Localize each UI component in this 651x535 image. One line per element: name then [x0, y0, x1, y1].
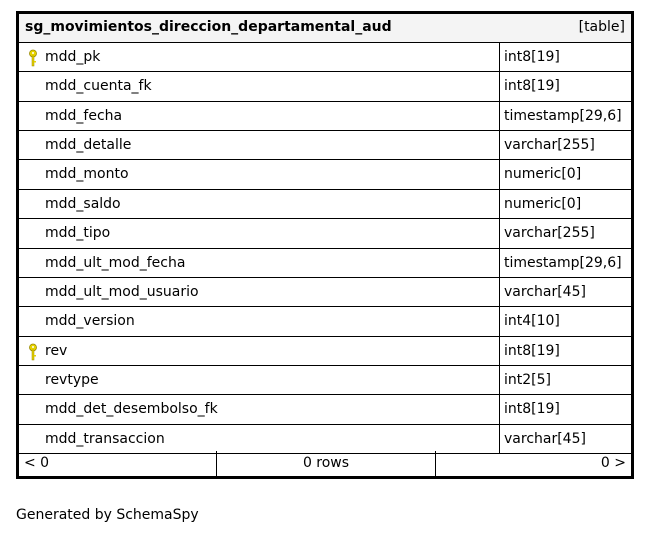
column-type-cell [500, 425, 631, 453]
column-type: numeric[0] [504, 195, 582, 212]
table-name[interactable]: sg_movimientos_direccion_departamental_aud [25, 19, 392, 35]
column-type: int8[19] [504, 401, 560, 418]
column-row[interactable] [19, 72, 631, 101]
column-type: varchar[255] [504, 225, 595, 242]
column-type: varchar[255] [504, 137, 595, 154]
column-name-cell [19, 278, 500, 306]
footer-next-cell [436, 451, 631, 476]
column-name: revtype [45, 371, 99, 388]
column-name-cell [19, 190, 500, 218]
column-type: int8[19] [504, 78, 560, 95]
column-type: int8[19] [504, 342, 560, 359]
table-footer [19, 451, 631, 476]
column-type-cell [500, 278, 631, 306]
column-row[interactable] [19, 307, 631, 336]
footer-rows-label: 0 rows [302, 455, 350, 471]
column-name: mdd_fecha [45, 107, 123, 124]
column-name: mdd_pk [45, 49, 101, 65]
column-row[interactable] [19, 425, 631, 454]
column-row[interactable] [19, 337, 631, 366]
key-icon [27, 343, 39, 361]
column-type: int2[5] [504, 371, 551, 388]
column-name: mdd_cuenta_fk [45, 78, 152, 95]
column-name: mdd_ult_mod_usuario [45, 283, 199, 300]
key-icon [27, 49, 39, 67]
column-name: mdd_saldo [45, 195, 121, 212]
table-header [19, 14, 631, 43]
column-type-cell [500, 337, 631, 365]
column-row[interactable] [19, 131, 631, 160]
column-row[interactable] [19, 278, 631, 307]
column-name-cell [19, 395, 500, 423]
column-name-cell [19, 249, 500, 277]
column-name: mdd_ult_mod_fecha [45, 254, 186, 271]
column-type-cell [500, 72, 631, 100]
footer-next-label: 0 > [600, 455, 626, 471]
column-name-cell [19, 366, 500, 394]
footer-prev-cell [19, 451, 217, 476]
footer-prev-label: < 0 [24, 455, 50, 471]
column-row[interactable] [19, 160, 631, 189]
column-name-cell [19, 307, 500, 335]
column-type: int8[19] [504, 49, 560, 65]
column-type: varchar[45] [504, 430, 586, 447]
column-name-cell [19, 43, 500, 71]
column-row[interactable] [19, 43, 631, 72]
column-type: timestamp[29,6] [504, 254, 622, 271]
column-name: mdd_det_desembolso_fk [45, 401, 218, 418]
column-name-cell [19, 425, 500, 453]
column-row[interactable] [19, 102, 631, 131]
column-type-cell [500, 307, 631, 335]
column-name: rev [45, 342, 68, 359]
column-name: mdd_version [45, 313, 135, 330]
column-list [19, 43, 631, 454]
column-row[interactable] [19, 219, 631, 248]
column-type-cell [500, 160, 631, 188]
column-row[interactable] [19, 190, 631, 219]
column-row[interactable] [19, 249, 631, 278]
column-name-cell [19, 160, 500, 188]
column-name-cell [19, 219, 500, 247]
footer-rows-cell [217, 451, 436, 476]
column-type-cell [500, 366, 631, 394]
table-kind: [table] [578, 19, 625, 35]
column-name: mdd_monto [45, 166, 129, 183]
column-type-cell [500, 395, 631, 423]
table-node [16, 11, 634, 479]
column-type: varchar[45] [504, 283, 586, 300]
column-name-cell [19, 131, 500, 159]
column-type-cell [500, 43, 631, 71]
column-name-cell [19, 337, 500, 365]
column-name: mdd_tipo [45, 225, 111, 242]
column-type: int4[10] [504, 313, 560, 330]
column-type-cell [500, 219, 631, 247]
column-type-cell [500, 190, 631, 218]
column-name-cell [19, 72, 500, 100]
column-type: numeric[0] [504, 166, 582, 183]
column-type-cell [500, 102, 631, 130]
column-row[interactable] [19, 366, 631, 395]
column-type: timestamp[29,6] [504, 107, 622, 124]
generated-by-label: Generated by SchemaSpy [16, 507, 199, 523]
column-name: mdd_transaccion [45, 430, 165, 447]
column-row[interactable] [19, 395, 631, 424]
column-type-cell [500, 249, 631, 277]
column-name: mdd_detalle [45, 137, 132, 154]
column-name-cell [19, 102, 500, 130]
column-type-cell [500, 131, 631, 159]
